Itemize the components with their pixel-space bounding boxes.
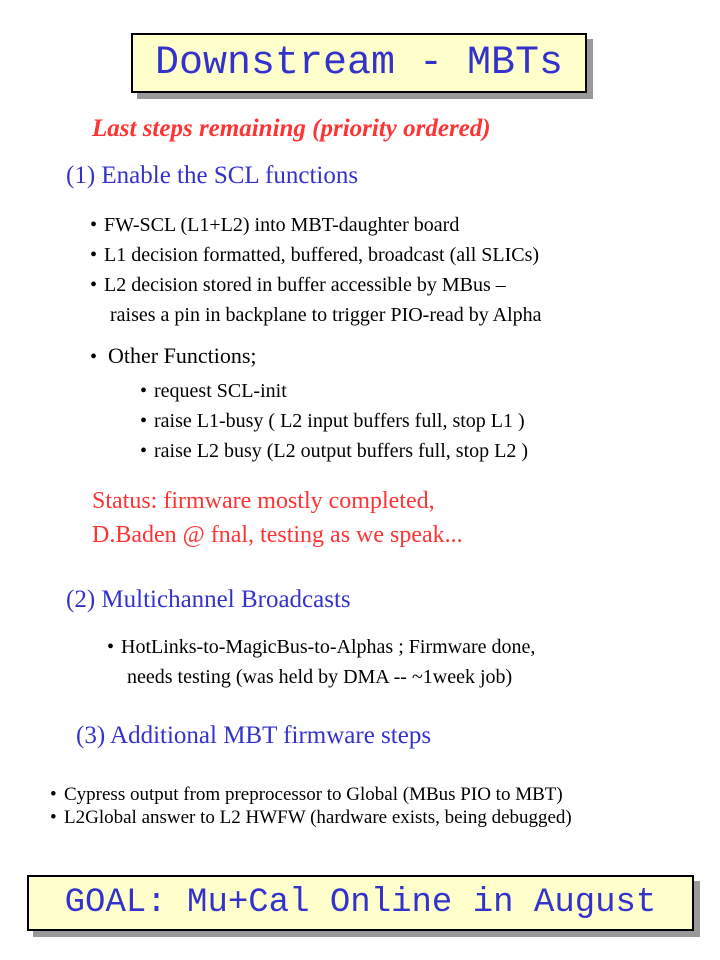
status-text: Status: firmware mostly completed, D.Baden @ fnal, testing as we speak... (92, 488, 463, 548)
section2-heading: (2) Multichannel Broadcasts (66, 586, 351, 613)
title-box (131, 33, 587, 93)
list-item: • FW-SCL (L1+L2) into MBT-daughter board (90, 214, 460, 236)
subtitle: Last steps remaining (priority ordered) (92, 115, 491, 142)
goal-text: GOAL: Mu+Cal Online in August (64, 884, 657, 922)
list-item: • request SCL-init (140, 380, 287, 402)
list-item: • raise L2 busy (L2 output buffers full, stop L2 ) (140, 440, 529, 462)
section3-list (50, 783, 572, 829)
list-item: • L1 decision formatted, buffered, broadcast (all SLICs) (90, 244, 540, 266)
list-item: • L2Global answer to L2 HWFW (hardware exists, being debugged) (50, 807, 572, 828)
list-item: • Cypress output from preprocessor to Global (MBus PIO to MBT) (50, 784, 563, 805)
section1-heading: (1) Enable the SCL functions (66, 162, 359, 189)
list-item: • raise L1-busy ( L2 input buffers full, stop L1 ) (140, 410, 525, 432)
section3-heading: (3) Additional MBT firmware steps (76, 722, 432, 749)
list-item: • HotLinks-to-MagicBus-to-Alphas ; Firmware done, (107, 636, 536, 658)
list-item-continuation: raises a pin in backplane to trigger PIO-read by Alpha (110, 304, 542, 326)
other-functions-list (140, 376, 528, 466)
goal-box (27, 875, 694, 931)
other-functions-heading: • Other Functions; (90, 343, 257, 368)
section2-list (107, 632, 535, 692)
section1-list (90, 210, 542, 330)
list-item: • L2 decision stored in buffer accessible by MBus – (90, 274, 506, 296)
page-title: Downstream - MBTs (154, 40, 564, 86)
list-item-continuation: needs testing (was held by DMA -- ~1week job) (127, 666, 513, 688)
